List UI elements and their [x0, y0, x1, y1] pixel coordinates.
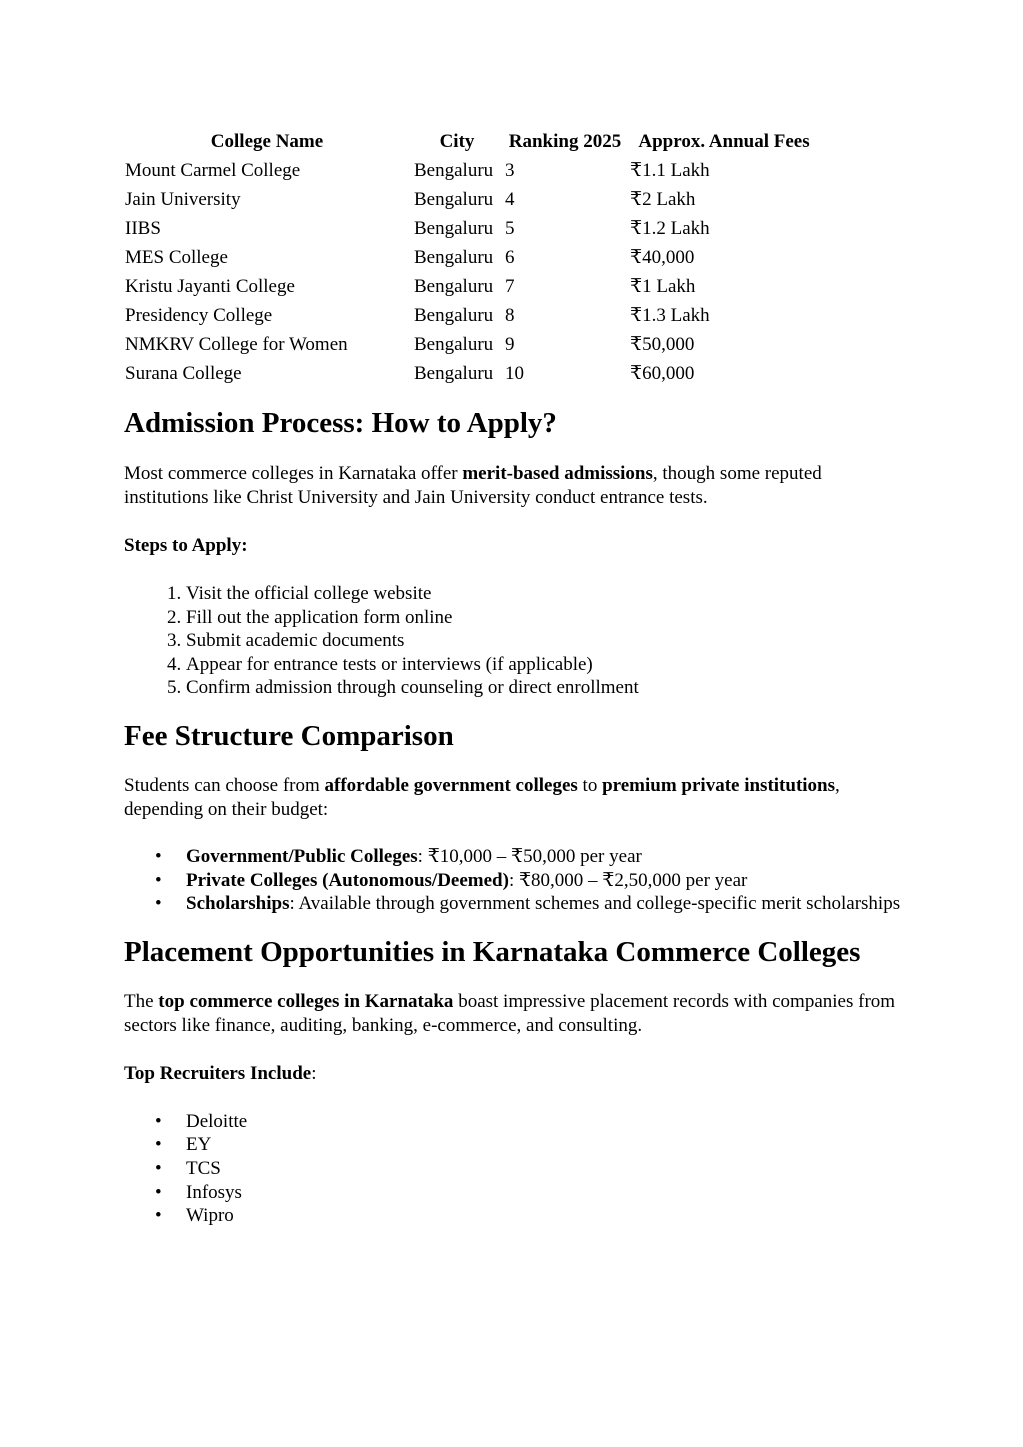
fee-intro-bold-2: premium private institutions — [602, 774, 836, 796]
list-item: 5. Confirm admission through counseling or direct enrollment — [186, 676, 904, 700]
fee-intro-text-3: , depending on their budget: — [124, 774, 840, 820]
fee-heading: Fee Structure Comparison — [124, 719, 454, 752]
fee-item-label: Government/Public Colleges — [186, 845, 418, 867]
college-name-cell: IIBS — [125, 218, 161, 239]
admission-heading: Admission Process: How to Apply? — [124, 407, 557, 439]
college-name-cell: Surana College — [125, 363, 242, 384]
column-header-ranking: Ranking 2025 — [508, 131, 622, 152]
fees-cell: ₹40,000 — [630, 247, 695, 268]
steps-title-text: Steps to Apply: — [124, 535, 248, 556]
city-cell: Bengaluru — [414, 363, 494, 384]
college-table — [121, 127, 822, 388]
document-page — [124, 127, 904, 1228]
steps-list — [124, 582, 904, 700]
college-name-cell: NMKRV College for Women — [125, 334, 348, 355]
list-item: • TCS — [186, 1157, 904, 1181]
college-name-cell: Jain University — [125, 189, 241, 210]
admission-intro-bold: merit-based admissions — [462, 463, 653, 484]
city-cell: Bengaluru — [414, 247, 494, 268]
list-item: 2. Fill out the application form online — [186, 606, 904, 630]
fees-cell: ₹50,000 — [630, 334, 695, 355]
column-header-fees: Approx. Annual Fees — [638, 131, 810, 152]
recruiters-title — [124, 1062, 904, 1086]
placement-intro — [124, 990, 904, 1038]
ranking-cell: 6 — [505, 247, 515, 268]
ranking-cell: 9 — [505, 334, 515, 355]
fee-intro — [124, 774, 904, 822]
table-row — [124, 185, 819, 214]
college-name-cell: Mount Carmel College — [125, 160, 301, 181]
placement-intro-text: The — [124, 990, 159, 1012]
recruiters-title-colon: : — [311, 1062, 317, 1084]
fee-item-text: : ₹80,000 – ₹2,50,000 per year — [508, 869, 748, 891]
ranking-cell: 10 — [505, 363, 524, 384]
fees-cell: ₹1.3 Lakh — [630, 305, 710, 326]
recruiters-list — [124, 1110, 904, 1228]
list-item: 3. Submit academic documents — [186, 629, 904, 653]
fees-cell: ₹60,000 — [630, 363, 695, 384]
fee-intro-text: Students can choose from — [124, 774, 325, 796]
placement-intro-bold: top commerce colleges in Karnataka — [158, 990, 454, 1012]
table-row — [124, 330, 819, 359]
fees-cell: ₹2 Lakh — [630, 189, 696, 210]
city-cell: Bengaluru — [414, 189, 494, 210]
fee-item-text: : Available through government schemes and college-specific merit scholarships — [289, 893, 901, 915]
fees-cell: ₹1 Lakh — [630, 276, 696, 297]
fee-intro-text-2: to — [577, 774, 603, 796]
table-row — [124, 156, 819, 185]
table-row — [124, 214, 819, 243]
list-item — [186, 845, 904, 869]
fees-cell: ₹1.1 Lakh — [630, 160, 710, 181]
ranking-cell: 3 — [505, 160, 515, 181]
college-name-cell: Kristu Jayanti College — [125, 276, 295, 297]
list-item: 4. Appear for entrance tests or interviews (if applicable) — [186, 653, 904, 677]
ranking-cell: 4 — [505, 189, 515, 210]
table-header-row — [124, 127, 819, 156]
list-item: • Wipro — [186, 1204, 904, 1228]
ranking-cell: 5 — [505, 218, 515, 239]
fee-item-label: Private Colleges (Autonomous/Deemed) — [186, 869, 509, 891]
list-item: 1. Visit the official college website — [186, 582, 904, 606]
table-row — [124, 272, 819, 301]
list-item: • Deloitte — [186, 1110, 904, 1134]
fee-intro-bold-1: affordable government colleges — [324, 774, 578, 796]
ranking-cell: 8 — [505, 305, 515, 326]
fees-cell: ₹1.2 Lakh — [630, 218, 710, 239]
recruiters-title-text: Top Recruiters Include — [124, 1062, 312, 1084]
table-row — [124, 243, 819, 272]
city-cell: Bengaluru — [414, 334, 494, 355]
ranking-cell: 7 — [505, 276, 515, 297]
city-cell: Bengaluru — [414, 305, 494, 326]
admission-intro-text-end: , though some reputed institutions like Christ University and Jain University conduct entrance tests. — [124, 463, 822, 508]
admission-intro-text: Most commerce colleges in Karnataka offer — [124, 463, 463, 484]
city-cell: Bengaluru — [414, 276, 494, 297]
college-name-cell: MES College — [125, 247, 228, 268]
table-row — [124, 301, 819, 330]
fee-item-label: Scholarships — [186, 893, 290, 915]
admission-intro — [124, 462, 904, 510]
list-item: • EY — [186, 1133, 904, 1157]
steps-title — [124, 534, 904, 558]
list-item — [186, 869, 904, 893]
list-item: • Infosys — [186, 1181, 904, 1205]
column-header-city: City — [439, 131, 475, 152]
column-header-college-name: College Name — [210, 131, 324, 152]
college-name-cell: Presidency College — [125, 305, 273, 326]
placement-intro-text-2: boast impressive placement records with companies from sectors like finance, auditing, banking, e-commerce, and consulting. — [124, 990, 896, 1036]
city-cell: Bengaluru — [414, 218, 494, 239]
city-cell: Bengaluru — [414, 160, 494, 181]
fee-list — [124, 845, 904, 916]
fee-item-text: : ₹10,000 – ₹50,000 per year — [417, 845, 642, 867]
list-item — [186, 892, 904, 916]
placement-heading: Placement Opportunities in Karnataka Commerce Colleges — [124, 935, 861, 968]
table-row — [124, 359, 819, 388]
